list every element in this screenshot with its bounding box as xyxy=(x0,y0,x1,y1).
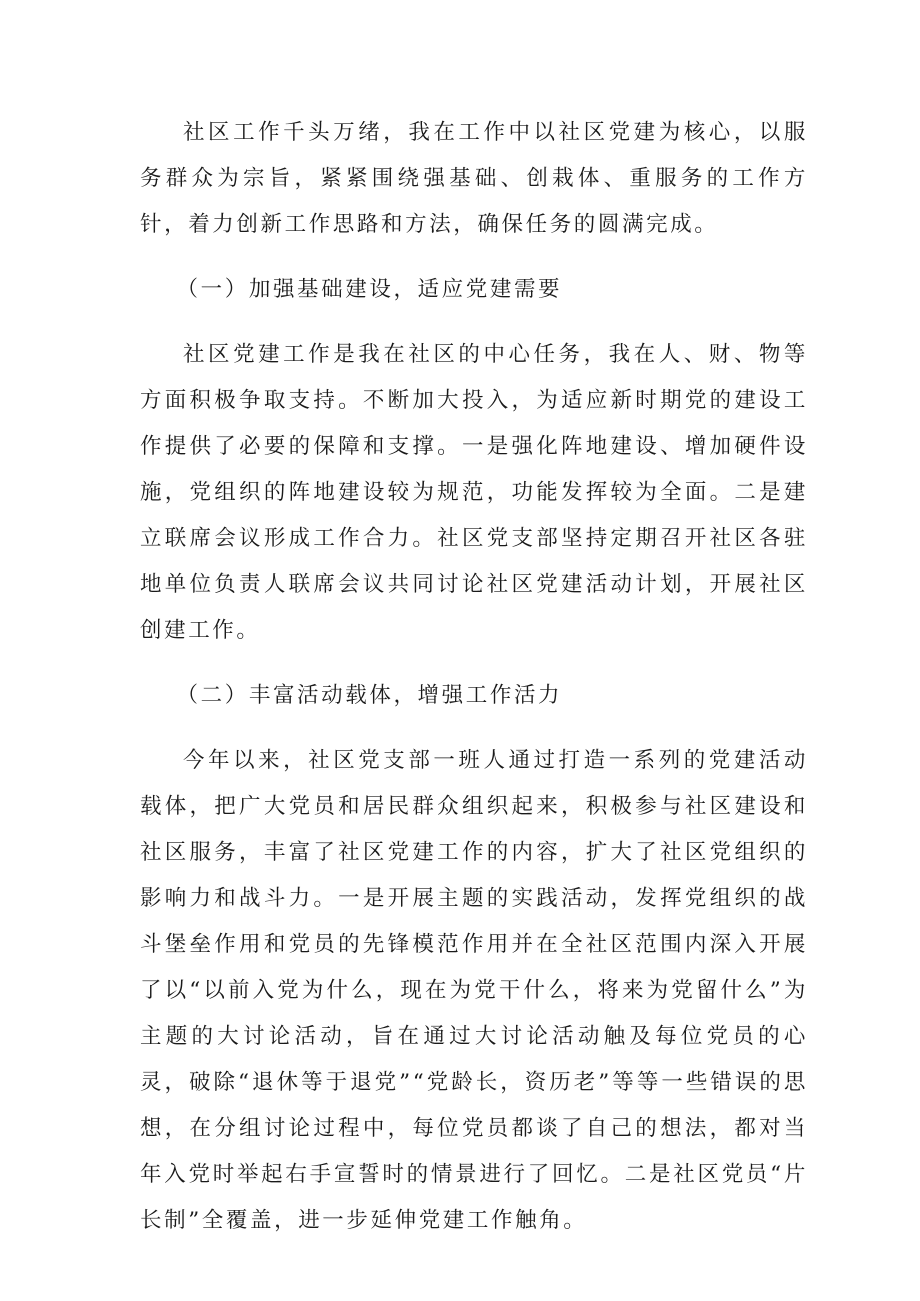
section-1-paragraph: 社区党建工作是我在社区的中心任务，我在人、财、物等方面积极争取支持。不断加大投入，为适应新时期党的建设工作提供了必要的保障和支撑。一是强化阵地建设、增加硬件设施，党组织的阵地建设较为规范，功能发挥较为全面。二是建立联席会议形成工作合力。社区党支部坚持定期召开社区各驻地单位负责人联席会议共同讨论社区党建活动计划，开展社区创建工作。 xyxy=(140,342,808,643)
section-2-paragraph: 今年以来，社区党支部一班人通过打造一系列的党建活动载体，把广大党员和居民群众组织起来，积极参与社区建设和社区服务，丰富了社区党建工作的内容，扩大了社区党组织的影响力和战斗力。一是开展主题的实践活动，发挥党组织的战斗堡垒作用和党员的先锋模范作用并在全社区范围内深入开展了以“以前入党为什么，现在为党干什么，将来为党留什么”为主题的大讨论活动，旨在通过大讨论活动触及每位党员的心灵，破除“退休等于退党”“党龄长，资历老”等等一些错误的思想，在分组讨论过程中，每位党员都谈了自己的想法，都对当年入党时举起右手宣誓时的情景进行了回忆。二是社区党员“片长制”全覆盖，进一步延伸党建工作触角。 xyxy=(140,748,808,1233)
section-heading-2: （二）丰富活动载体，增强工作活力 xyxy=(176,683,563,708)
section-heading-1: （一）加强基础建设，适应党建需要 xyxy=(176,277,563,302)
intro-paragraph: 社区工作千头万绪，我在工作中以社区党建为核心，以服务群众为宗旨，紧紧围绕强基础、创栽体、重服务的工作方针，着力创新工作思路和方法，确保任务的圆满完成。 xyxy=(140,120,808,237)
